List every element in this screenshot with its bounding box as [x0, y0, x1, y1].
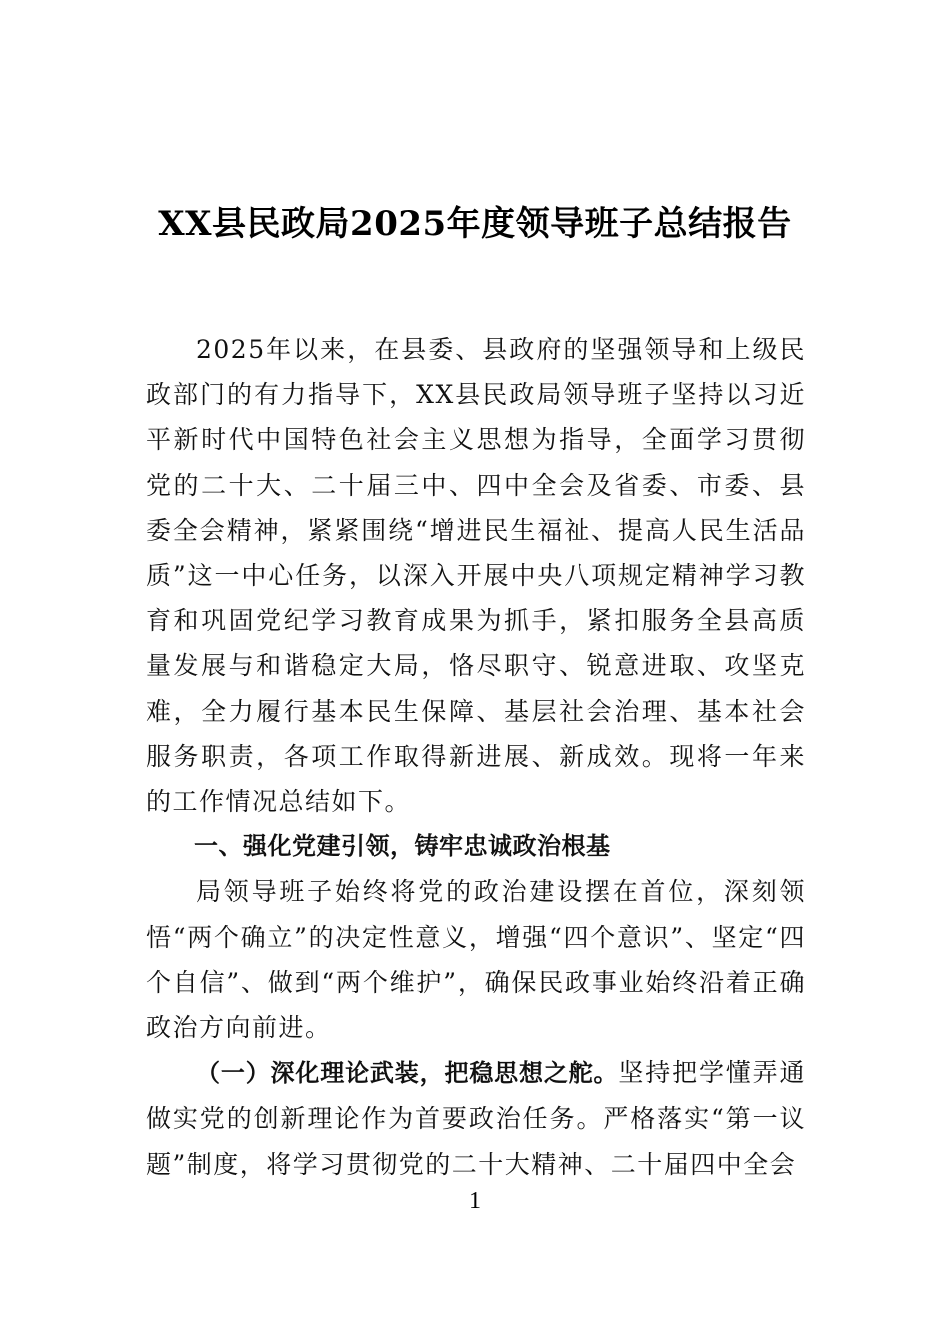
subsection-text: 坚持把学懂弄通做实党的创新理论作为首要政治任务。严格落实“第一议题”制度，将学习贯彻党的二十大精神、二十届四中全会: [146, 1058, 806, 1179]
intro-paragraph: 2025年以来，在县委、县政府的坚强领导和上级民政部门的有力指导下，XX县民政局领导班子坚持以习近平新时代中国特色社会主义思想为指导，全面学习贯彻党的二十大、二十届三中、四中全会及省委、市委、县委全会精神，紧紧围绕“增进民生福祉、提高人民生活品质”这一中心任务，以深入开展中央八项规定精神学习教育和巩固党纪学习教育成果为抓手，紧扣服务全县高质量发展与和谐稳定大局，恪尽职守、锐意进取、攻坚克难，全力履行基本民生保障、基层社会治理、基本社会服务职责，各项工作取得新进展、新成效。现将一年来的工作情况总结如下。: [146, 335, 806, 817]
section-heading: 一、强化党建引领，铸牢忠诚政治根基: [194, 832, 611, 861]
page-number: 1: [469, 1188, 481, 1214]
document-title: XX县民政局2025年度领导班子总结报告: [158, 204, 792, 244]
subsection-lead: （一）深化理论武装，把稳思想之舵。: [196, 1059, 619, 1088]
subsection-paragraph: [146, 1050, 806, 1187]
section-paragraph: 局领导班子始终将党的政治建设摆在首位，深刻领悟“两个确立”的决定性意义，增强“四个意识”、坚定“四个自信”、做到“两个维护”，确保民政事业始终沿着正确政治方向前进。: [146, 877, 806, 1043]
document-body: [146, 327, 806, 1187]
